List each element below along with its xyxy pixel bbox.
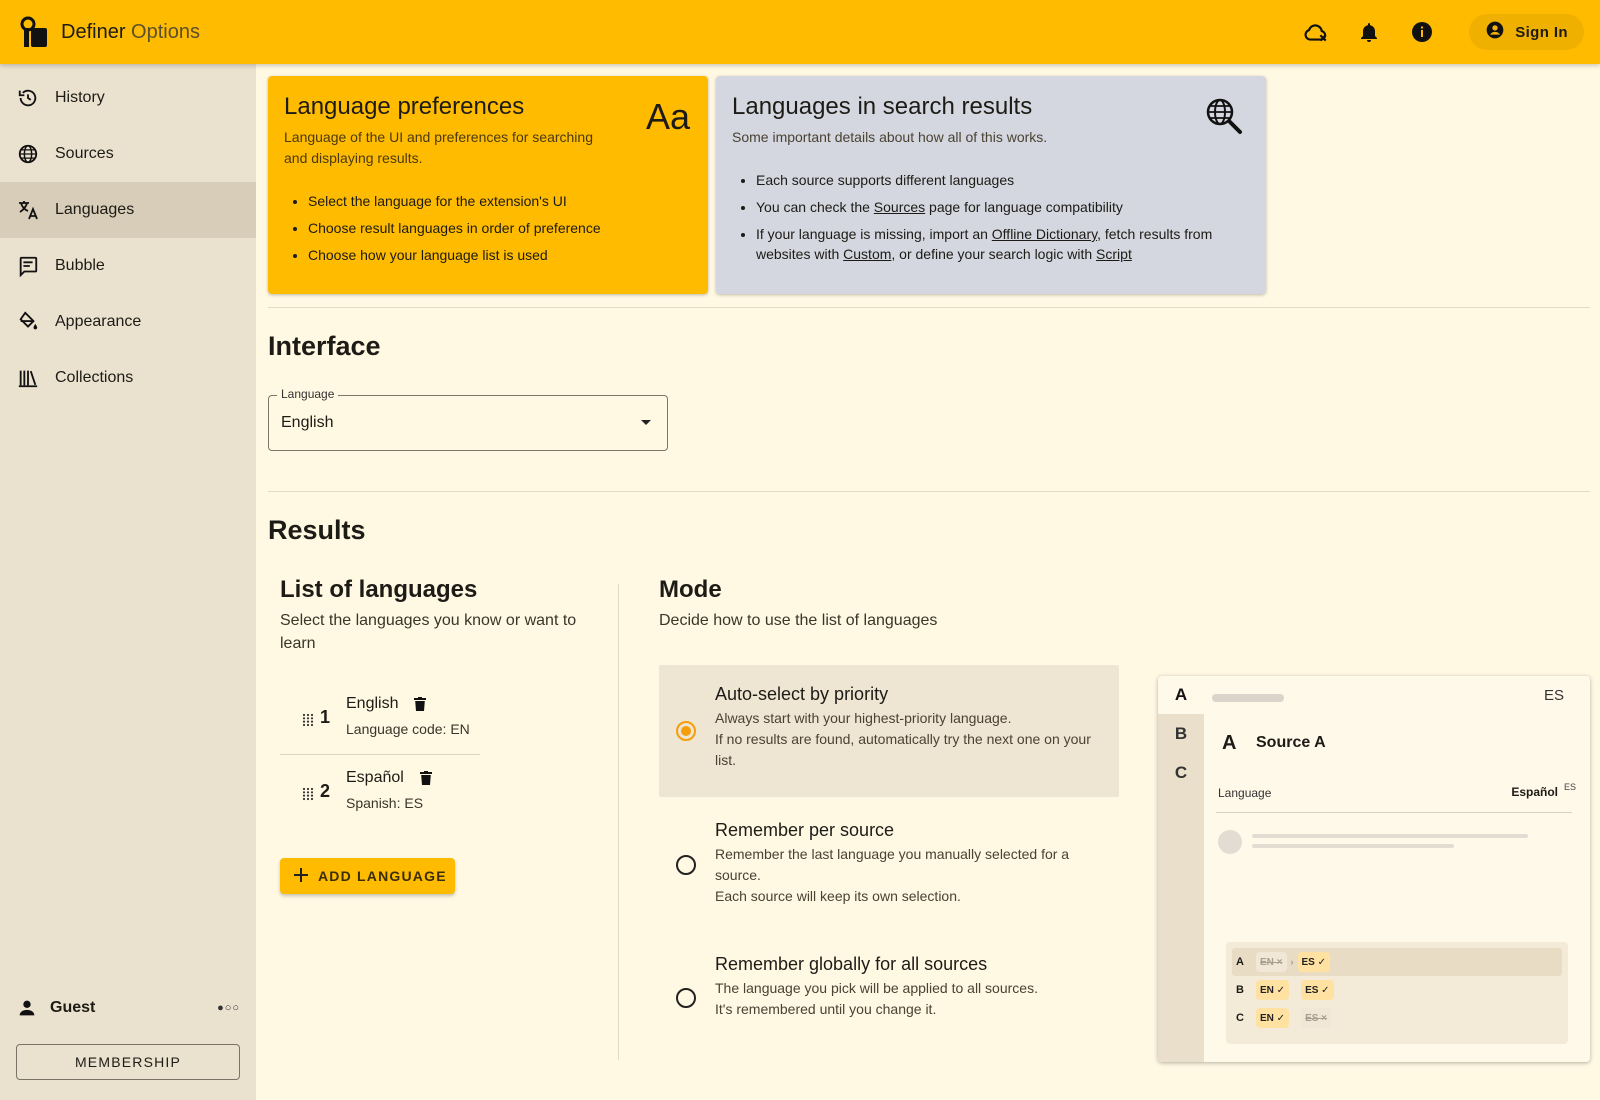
card-title: Languages in search results bbox=[732, 93, 1033, 120]
sidebar-item-label: History bbox=[55, 89, 105, 106]
dropdown-arrow-icon bbox=[641, 420, 651, 425]
section-heading: List of languages bbox=[280, 576, 478, 603]
sign-in-label: Sign In bbox=[1515, 23, 1568, 41]
sidebar-item-label: Languages bbox=[55, 201, 135, 218]
delete-icon[interactable] bbox=[420, 771, 432, 790]
add-language-label: ADD LANGUAGE bbox=[318, 868, 447, 884]
info-icon[interactable] bbox=[1402, 12, 1442, 52]
paint-bucket-icon bbox=[16, 310, 40, 334]
option-line: Remember the last language you manually selected for a source. bbox=[715, 846, 1070, 883]
bullet-text: page for language compatibility bbox=[925, 199, 1123, 215]
app-subtitle: Options bbox=[131, 20, 200, 43]
search-results-languages-card bbox=[716, 76, 1266, 294]
list-item: • Each source supports different languages bbox=[756, 170, 1250, 190]
preview-language-table bbox=[1226, 942, 1568, 1044]
language-list-section bbox=[280, 576, 580, 884]
language-chip: EN × bbox=[1256, 952, 1287, 972]
language-priority: 1 bbox=[320, 707, 331, 727]
language-code: Spanish: ES bbox=[346, 795, 424, 811]
select-value: English bbox=[281, 414, 334, 431]
sidebar-item-languages[interactable] bbox=[0, 182, 256, 238]
preview-text-skeleton bbox=[1252, 844, 1454, 848]
account-circle-icon bbox=[1485, 20, 1505, 44]
person-icon bbox=[16, 997, 38, 1019]
language-name: Español bbox=[346, 769, 404, 786]
language-priority: 2 bbox=[320, 781, 331, 801]
preview-source-name: Source A bbox=[1256, 734, 1326, 751]
delete-icon[interactable] bbox=[414, 697, 426, 716]
app-bar bbox=[0, 0, 1600, 64]
interface-title: Interface bbox=[268, 331, 381, 361]
option-title: Remember globally for all sources bbox=[715, 954, 988, 974]
sidebar-item-label: Collections bbox=[55, 369, 134, 386]
option-line: If no results are found, automatically try the next one on your list. bbox=[715, 731, 1091, 768]
radio-button[interactable] bbox=[676, 988, 696, 1008]
option-title: Auto-select by priority bbox=[715, 684, 889, 704]
list-item: • Select the language for the extension's UI bbox=[308, 191, 692, 211]
list-item bbox=[756, 197, 1250, 217]
sidebar-item-label: Sources bbox=[55, 145, 114, 162]
bullet-text: , fetch results from websites with bbox=[756, 226, 1213, 262]
language-chip: ES ✓ bbox=[1298, 952, 1331, 972]
section-description: Select the languages you know or want to learn bbox=[280, 612, 577, 652]
option-line: It's remembered until you change it. bbox=[715, 1001, 937, 1017]
translate-icon bbox=[16, 198, 40, 222]
definer-logo-icon[interactable] bbox=[18, 16, 50, 48]
history-icon bbox=[16, 86, 40, 110]
section-description: Decide how to use the list of languages bbox=[659, 612, 938, 629]
custom-link[interactable]: Custom bbox=[843, 246, 892, 262]
radio-button[interactable] bbox=[676, 855, 696, 875]
select-label: Language bbox=[277, 387, 338, 401]
card-title: Language preferences bbox=[284, 93, 525, 120]
user-name: Guest bbox=[50, 999, 96, 1016]
sidebar-item-label: Bubble bbox=[55, 257, 105, 274]
card-subtitle: Language of the UI and preferences for searching and displaying results. bbox=[284, 129, 593, 166]
mode-option-remember-per-source[interactable] bbox=[659, 801, 1119, 907]
option-line: Each source will keep its own selection. bbox=[715, 888, 961, 904]
sidebar-item-collections[interactable] bbox=[0, 350, 256, 406]
preview-row-key: A bbox=[1236, 956, 1244, 968]
preview-language-sup: ES bbox=[1563, 782, 1576, 792]
drag-handle-icon[interactable] bbox=[302, 787, 314, 806]
card-bullets bbox=[732, 170, 1250, 264]
bullet-text: You can check the bbox=[756, 199, 874, 215]
preview-tab: A bbox=[1158, 676, 1204, 714]
language-chip: EN ✓ bbox=[1256, 1008, 1289, 1028]
membership-level-dots-icon: ●○○ bbox=[217, 1002, 240, 1014]
sidebar-item-label: Appearance bbox=[55, 313, 142, 330]
library-icon bbox=[16, 366, 40, 390]
list-item bbox=[756, 224, 1250, 264]
mode-preview-illustration bbox=[1158, 676, 1590, 1062]
preview-row bbox=[1226, 1004, 1568, 1032]
drag-handle-icon[interactable] bbox=[302, 713, 314, 732]
preview-tab: C bbox=[1174, 763, 1188, 782]
plus-icon bbox=[294, 868, 308, 885]
globe-icon bbox=[16, 142, 40, 166]
preview-language-value: Español bbox=[1511, 785, 1558, 799]
language-chip: EN ✓ bbox=[1256, 980, 1289, 1000]
preview-row-key: B bbox=[1236, 984, 1244, 996]
preview-search-skeleton bbox=[1212, 694, 1284, 702]
preview-language-code: ES bbox=[1543, 687, 1564, 704]
option-title: Remember per source bbox=[715, 820, 895, 840]
app-name: Definer bbox=[61, 20, 126, 43]
globe-search-icon bbox=[1204, 96, 1244, 141]
font-aa-icon: Aa bbox=[645, 96, 690, 137]
sidebar-item-appearance[interactable] bbox=[0, 294, 256, 350]
preview-text-skeleton bbox=[1252, 834, 1528, 838]
language-chip: ES ✓ bbox=[1301, 980, 1334, 1000]
preview-source-letter: A bbox=[1222, 732, 1237, 754]
radio-button[interactable] bbox=[676, 721, 696, 741]
chevron-right-icon: › bbox=[1290, 957, 1294, 967]
language-row bbox=[280, 681, 480, 755]
mode-option-auto-select[interactable] bbox=[659, 665, 1119, 797]
language-chip: ES × bbox=[1301, 1008, 1331, 1028]
language-code: Language code: EN bbox=[346, 721, 470, 737]
language-row bbox=[280, 755, 480, 829]
preview-language-label: Language bbox=[1218, 786, 1272, 800]
divider bbox=[268, 307, 1590, 308]
preview-row bbox=[1232, 948, 1562, 976]
notifications-bell-icon[interactable] bbox=[1349, 12, 1389, 52]
interface-language-select[interactable] bbox=[268, 387, 668, 451]
sources-link[interactable]: Sources bbox=[873, 199, 926, 215]
language-preferences-card bbox=[268, 76, 708, 294]
option-description bbox=[715, 978, 1099, 1020]
offline-dictionary-link[interactable]: Offline Dictionary bbox=[991, 226, 1098, 242]
list-item: • Choose how your language list is used bbox=[308, 245, 692, 265]
language-name: English bbox=[346, 695, 399, 712]
sidebar-item-history[interactable] bbox=[0, 70, 256, 126]
preview-row-key: C bbox=[1236, 1012, 1244, 1024]
list-item: • Choose result languages in order of preference bbox=[308, 218, 692, 238]
preview-row bbox=[1226, 976, 1568, 1004]
preview-avatar-skeleton bbox=[1218, 830, 1242, 854]
add-language-button[interactable] bbox=[280, 858, 455, 894]
divider bbox=[268, 491, 1590, 492]
option-description bbox=[715, 844, 1099, 907]
script-link[interactable]: Script bbox=[1096, 246, 1132, 262]
column-divider bbox=[618, 584, 619, 1060]
results-title: Results bbox=[268, 515, 366, 545]
membership-button[interactable]: MEMBERSHIP bbox=[16, 1044, 240, 1080]
user-indicator[interactable] bbox=[16, 996, 240, 1020]
card-bullets bbox=[284, 191, 692, 265]
preview-source-tabs bbox=[1158, 676, 1204, 1062]
sidebar-item-bubble[interactable] bbox=[0, 238, 256, 294]
card-subtitle: Some important details about how all of this works. bbox=[732, 129, 1048, 145]
app-title bbox=[61, 21, 200, 44]
sidebar bbox=[0, 64, 256, 1100]
bullet-text: If your language is missing, import an bbox=[756, 226, 992, 242]
chat-bubble-icon bbox=[16, 254, 40, 278]
sign-in-button[interactable] bbox=[1469, 14, 1584, 50]
mode-section bbox=[659, 576, 1129, 632]
section-heading: Mode bbox=[659, 576, 722, 603]
bullet-text: , or define your search logic with bbox=[891, 246, 1097, 262]
sidebar-item-sources[interactable] bbox=[0, 126, 256, 182]
main-content bbox=[268, 64, 1590, 1100]
preview-tab: B bbox=[1174, 724, 1188, 743]
mode-option-remember-globally[interactable] bbox=[659, 935, 1119, 1020]
option-description bbox=[715, 708, 1099, 771]
option-line: The language you pick will be applied to all sources. bbox=[715, 980, 1038, 996]
option-line: Always start with your highest-priority language. bbox=[715, 710, 1012, 726]
cloud-off-icon[interactable] bbox=[1296, 12, 1336, 52]
preview-divider bbox=[1216, 812, 1572, 813]
